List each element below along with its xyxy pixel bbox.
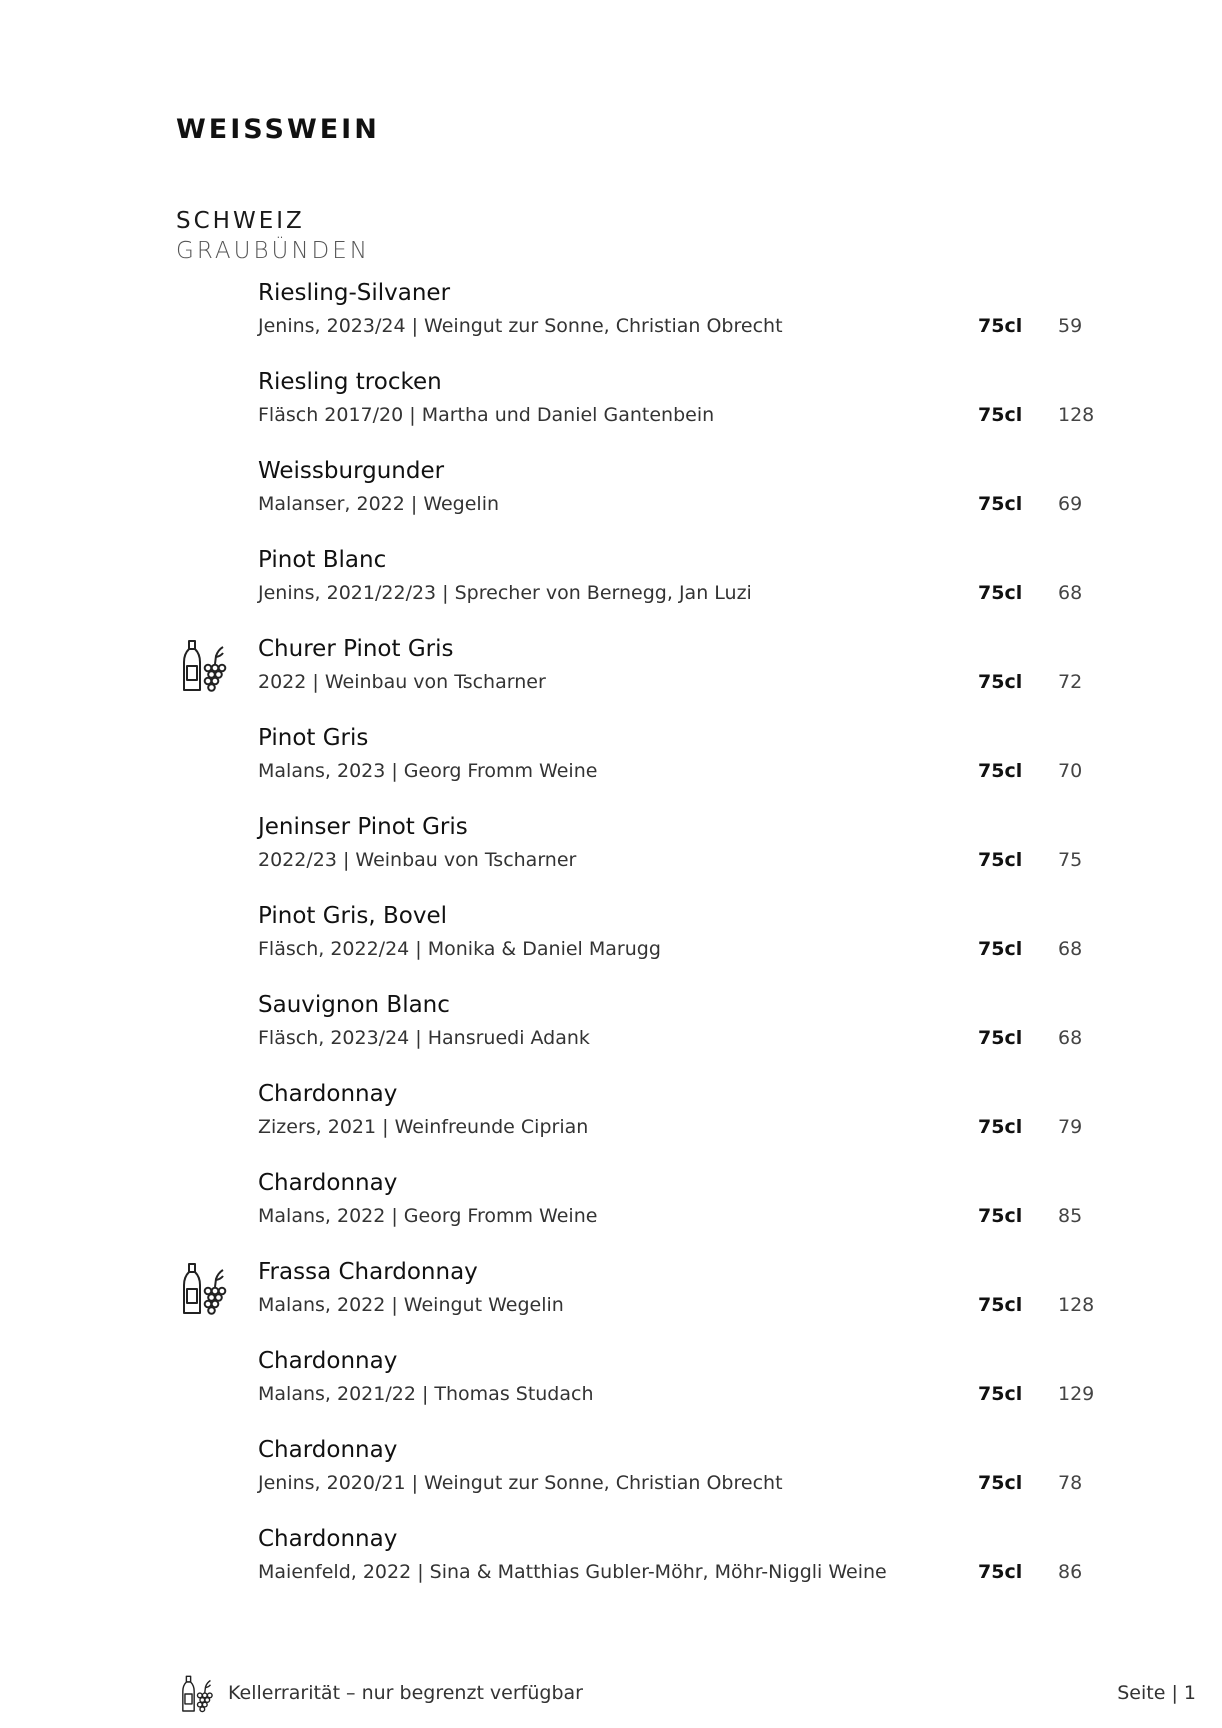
wine-size: 75cl xyxy=(978,938,1023,960)
wine-item xyxy=(0,545,1222,634)
wine-origin: Zizers, 2021 | Weinfreunde Ciprian xyxy=(258,1116,589,1138)
wine-size: 75cl xyxy=(978,1294,1023,1316)
wine-price: 68 xyxy=(1058,1027,1083,1049)
page-title: WEISSWEIN xyxy=(176,114,380,145)
wine-price: 85 xyxy=(1058,1205,1083,1227)
footer-legend: Kellerrarität – nur begrenzt verfügbar xyxy=(228,1682,583,1704)
wine-price: 86 xyxy=(1058,1561,1083,1583)
wine-origin: Malans, 2021/22 | Thomas Studach xyxy=(258,1383,594,1405)
wine-origin: Jenins, 2021/22/23 | Sprecher von Bernegg, Jan Luzi xyxy=(258,582,752,604)
wine-price: 129 xyxy=(1058,1383,1095,1405)
wine-list xyxy=(0,278,1222,1613)
wine-price: 79 xyxy=(1058,1116,1083,1138)
wine-size: 75cl xyxy=(978,493,1023,515)
wine-name: Riesling trocken xyxy=(258,369,442,395)
wine-price: 68 xyxy=(1058,938,1083,960)
wine-bottle-grapes-icon xyxy=(180,1674,214,1714)
wine-price: 69 xyxy=(1058,493,1083,515)
wine-size: 75cl xyxy=(978,582,1023,604)
wine-item xyxy=(0,1524,1222,1613)
wine-name: Pinot Gris xyxy=(258,725,369,751)
wine-origin: 2022 | Weinbau von Tscharner xyxy=(258,671,546,693)
wine-item xyxy=(0,1168,1222,1257)
wine-size: 75cl xyxy=(978,671,1023,693)
wine-origin: Jenins, 2020/21 | Weingut zur Sonne, Christian Obrecht xyxy=(258,1472,783,1494)
wine-item xyxy=(0,812,1222,901)
wine-item xyxy=(0,456,1222,545)
wine-price: 75 xyxy=(1058,849,1083,871)
wine-item xyxy=(0,367,1222,456)
wine-item xyxy=(0,1346,1222,1435)
wine-name: Weissburgunder xyxy=(258,458,445,484)
region-heading: GRAUBÜNDEN xyxy=(176,238,370,264)
wine-item xyxy=(0,1079,1222,1168)
wine-size: 75cl xyxy=(978,1116,1023,1138)
wine-origin: Fläsch, 2023/24 | Hansruedi Adank xyxy=(258,1027,590,1049)
wine-origin: Malans, 2022 | Weingut Wegelin xyxy=(258,1294,564,1316)
wine-item xyxy=(0,278,1222,367)
wine-price: 128 xyxy=(1058,404,1095,426)
wine-origin: Malans, 2023 | Georg Fromm Weine xyxy=(258,760,598,782)
wine-name: Jeninser Pinot Gris xyxy=(258,814,468,840)
wine-bottle-grapes-icon xyxy=(180,1261,228,1317)
wine-price: 128 xyxy=(1058,1294,1095,1316)
wine-origin: Fläsch 2017/20 | Martha und Daniel Gantenbein xyxy=(258,404,715,426)
footer xyxy=(176,1672,1196,1716)
wine-origin: Malans, 2022 | Georg Fromm Weine xyxy=(258,1205,598,1227)
wine-name: Chardonnay xyxy=(258,1081,398,1107)
wine-origin: Malanser, 2022 | Wegelin xyxy=(258,493,500,515)
wine-name: Frassa Chardonnay xyxy=(258,1259,478,1285)
wine-item xyxy=(0,723,1222,812)
wine-name: Chardonnay xyxy=(258,1348,398,1374)
wine-size: 75cl xyxy=(978,1472,1023,1494)
wine-name: Pinot Blanc xyxy=(258,547,387,573)
wine-origin: Jenins, 2023/24 | Weingut zur Sonne, Christian Obrecht xyxy=(258,315,783,337)
wine-size: 75cl xyxy=(978,1205,1023,1227)
wine-size: 75cl xyxy=(978,404,1023,426)
wine-name: Riesling-Silvaner xyxy=(258,280,451,306)
wine-price: 72 xyxy=(1058,671,1083,693)
wine-origin: 2022/23 | Weinbau von Tscharner xyxy=(258,849,577,871)
wine-price: 59 xyxy=(1058,315,1083,337)
wine-name: Chardonnay xyxy=(258,1526,398,1552)
wine-size: 75cl xyxy=(978,760,1023,782)
country-heading: SCHWEIZ xyxy=(176,208,305,234)
wine-size: 75cl xyxy=(978,849,1023,871)
wine-name: Chardonnay xyxy=(258,1170,398,1196)
wine-price: 70 xyxy=(1058,760,1083,782)
wine-item xyxy=(0,901,1222,990)
wine-origin: Fläsch, 2022/24 | Monika & Daniel Marugg xyxy=(258,938,661,960)
wine-item xyxy=(0,1257,1222,1346)
page-number: Seite | 1 xyxy=(1117,1682,1196,1704)
wine-size: 75cl xyxy=(978,1561,1023,1583)
wine-bottle-grapes-icon xyxy=(180,638,228,694)
wine-name: Pinot Gris, Bovel xyxy=(258,903,448,929)
wine-size: 75cl xyxy=(978,1383,1023,1405)
wine-size: 75cl xyxy=(978,315,1023,337)
wine-price: 68 xyxy=(1058,582,1083,604)
wine-name: Chardonnay xyxy=(258,1437,398,1463)
wine-price: 78 xyxy=(1058,1472,1083,1494)
wine-origin: Maienfeld, 2022 | Sina & Matthias Gubler-Möhr, Möhr-Niggli Weine xyxy=(258,1561,887,1583)
wine-item xyxy=(0,634,1222,723)
wine-item xyxy=(0,1435,1222,1524)
wine-name: Churer Pinot Gris xyxy=(258,636,454,662)
wine-size: 75cl xyxy=(978,1027,1023,1049)
wine-name: Sauvignon Blanc xyxy=(258,992,450,1018)
wine-item xyxy=(0,990,1222,1079)
